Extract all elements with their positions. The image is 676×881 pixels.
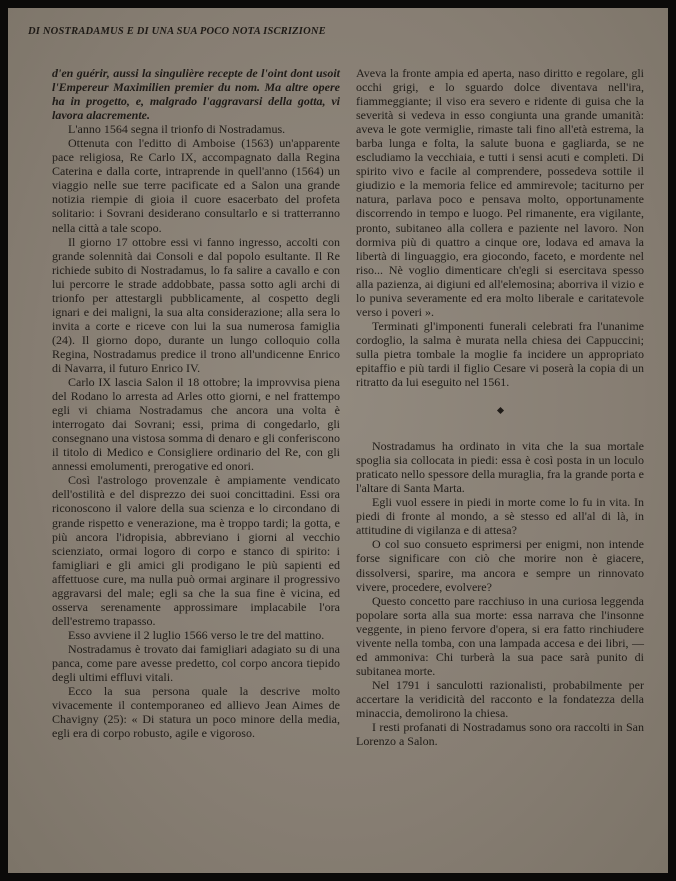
paragraph: Aveva la fronte ampia ed aperta, naso diritto e regolare, gli occhi grigi, e lo sguardo dolce diventava nell'ira, fiammeggiante; il viso era severo e ridente di guisa che la severità si vedeva in esso congiunta una grande umanità: aveva le gote vermiglie, rimaste tali fino all'età estrema, la barba lunga e folta, la salute buona e gagliarda, se ne escludiamo la vecchiaia, e tutti i sensi acuti e completi. Di spirito vivo e facile al comprendere, possedeva sottile il giudizio e la memoria felice ed ammirevole; taciturno per natura, parlava poco e pensava molto, opportunamente discorrendo in tempo e luogo. Pel rimanente, era vigilante, pronto, subitaneo alla collera e paziente nel lavoro. Non dormiva più di quattro a cinque ore, lodava ed amava la libertà di linguaggio, era giocondo, faceto, e mordente nel riso... Nè voglio dimenticare ch'egli si esercitava spesso alla pazienza, ai digiuni ed all'elemosina; aborriva il vizio e lo puniva severamente ed era molto liberale e caritatevole verso i poveri ». bbox=[356, 66, 644, 319]
left-column bbox=[52, 66, 340, 740]
right-column bbox=[356, 66, 644, 748]
paragraph: d'en guérir, aussi la singulière recepte de l'oint dont usoit l'Empereur Maximilien premier du nom. Ma altre opere ha in progetto, e, malgrado l'aggravarsi della gotta, vi lavora alacremente. bbox=[52, 66, 340, 123]
paragraph: O col suo consueto esprimersi per enigmi, non intende forse significare con ciò che morire non è giacere, dissolversi, sparire, ma ancora e sempre un rinnovato vivere, procedere, evolvere? bbox=[356, 537, 644, 594]
paragraph: Nostradamus ha ordinato in vita che la sua mortale spoglia sia collocata in piedi: essa è così posta in un loculo praticato nello spessore della muraglia, fra la grande porta e l'altare di Santa Marta. bbox=[356, 439, 644, 496]
paragraph: Esso avviene il 2 luglio 1566 verso le tre del mattino. bbox=[68, 627, 325, 642]
paragraph: Così l'astrologo provenzale è ampiamente vendicato dell'ostilità e del disprezzo dei suoi concittadini. Essi ora riconoscono il valore della sua scienza e lo circondano di grande rispetto e venerazione, ma è troppo tardi; la gotta, e più ancora l'idropisia, abbreviano i giorni al vecchio scienziato, ormai logoro di corpo e stanco di spirito: i famigliari e gli amici gli prodigano le più sapienti ed affettuose cure, ma nulla può ormai arginare il progressivo aggravarsi del male; egli sa che la sua fine è vicina, ed osserva serenamente approssimare implacabile l'ora dell'estremo trapasso. bbox=[52, 473, 340, 628]
paragraph: Questo concetto pare racchiuso in una curiosa leggenda popolare sorta alla sua morte: essa narrava che l'insonne veggente, in pieno fervore d'opera, si era fatto rinchiudere vivente nella tomba, con una lampada accesa e dei libri, — ed ammoniva: Chi turberà la sua pace sarà punito di subitanea morte. bbox=[356, 593, 644, 678]
paragraph: Ottenuta con l'editto di Amboise (1563) un'apparente pace religiosa, Re Carlo IX, accompagnato dalla Regina Caterina e dalla corte, intraprende in quell'anno (1564) un viaggio nelle sue terre pacificate ed a Salon una grande notizia riempie di gioia il cuore esacerbato del profeta solitario: i Sovrani desiderano consultarlo e si tratterranno nella città a tale scopo. bbox=[52, 136, 340, 235]
paragraph: Terminati gl'imponenti funerali celebrati fra l'unanime cordoglio, la salma è murata nella chiesa dei Cappuccini; sulla pietra tombale la moglie fa incidere un appropriato epitaffio e più tardi il figlio Cesare vi poserà la copia di un ritratto da lui eseguito nel 1561. bbox=[356, 318, 644, 390]
book-page bbox=[8, 8, 668, 873]
paragraph: Nostradamus è trovato dai famigliari adagiato su di una panca, come pare avesse predetto, col corpo ancora tiepido degli ultimi effluvi vitali. bbox=[52, 641, 340, 685]
paragraph: Il giorno 17 ottobre essi vi fanno ingresso, accolti con grande solennità dai Consoli e dal popolo esultante. Il Re richiede subito di Nostradamus, lo fa salire a cavallo e con lui percorre le strade addobbate, passa sotto agli archi di trionfo per attestargli pubblicamente, al cospetto degli ignari e dei maligni, la sua alta considerazione; alla sera lo invita a corte e riceve con lui la sua numerosa famiglia (24). Il giorno dopo, durante un lungo colloquio colla Regina, Nostradamus predice il trono all'undicenne Enrico di Navarra, il futuro Enrico IV. bbox=[52, 234, 340, 375]
paragraph: Ecco la sua persona quale la descrive molto vivacemente il contemporaneo ed allievo Jean Aimes de Chavigny (25): « Di statura un poco minore della media, egli era di corpo robusto, agile e vigoroso. bbox=[52, 684, 340, 741]
paragraph: Egli vuol essere in piedi in morte come lo fu in vita. In piedi di fronte al mondo, a sè stesso ed all'al di là, in attitudine di vigilanza e di attesa? bbox=[356, 495, 644, 538]
running-header: DI NOSTRADAMUS E DI UNA SUA POCO NOTA ISCRIZIONE bbox=[28, 26, 326, 37]
paragraph: Carlo IX lascia Salon il 18 ottobre; la improvvisa piena del Rodano lo arresta ad Arles otto giorni, e nel frattempo egli vi chiama Nostradamus che ancora una volta è interrogato dai Sovrani; essi, prima di congedarlo, gli consegnano una vistosa somma di denaro e gli conferiscono il titolo di Medico e Consigliere ordinario del Re, con gli annessi emolumenti, prerogative ed onori. bbox=[52, 375, 340, 474]
paragraph: I resti profanati di Nostradamus sono ora raccolti in San Lorenzo a Salon. bbox=[356, 720, 644, 749]
paragraph: L'anno 1564 segna il trionfo di Nostradamus. bbox=[68, 122, 286, 137]
separator-diamond-icon bbox=[496, 407, 503, 414]
section-separator bbox=[356, 403, 644, 415]
paragraph: Nel 1791 i sanculotti razionalisti, probabilmente per accertare la veridicità del racconto e la fondatezza della minaccia, demolirono la chiesa. bbox=[356, 677, 644, 720]
